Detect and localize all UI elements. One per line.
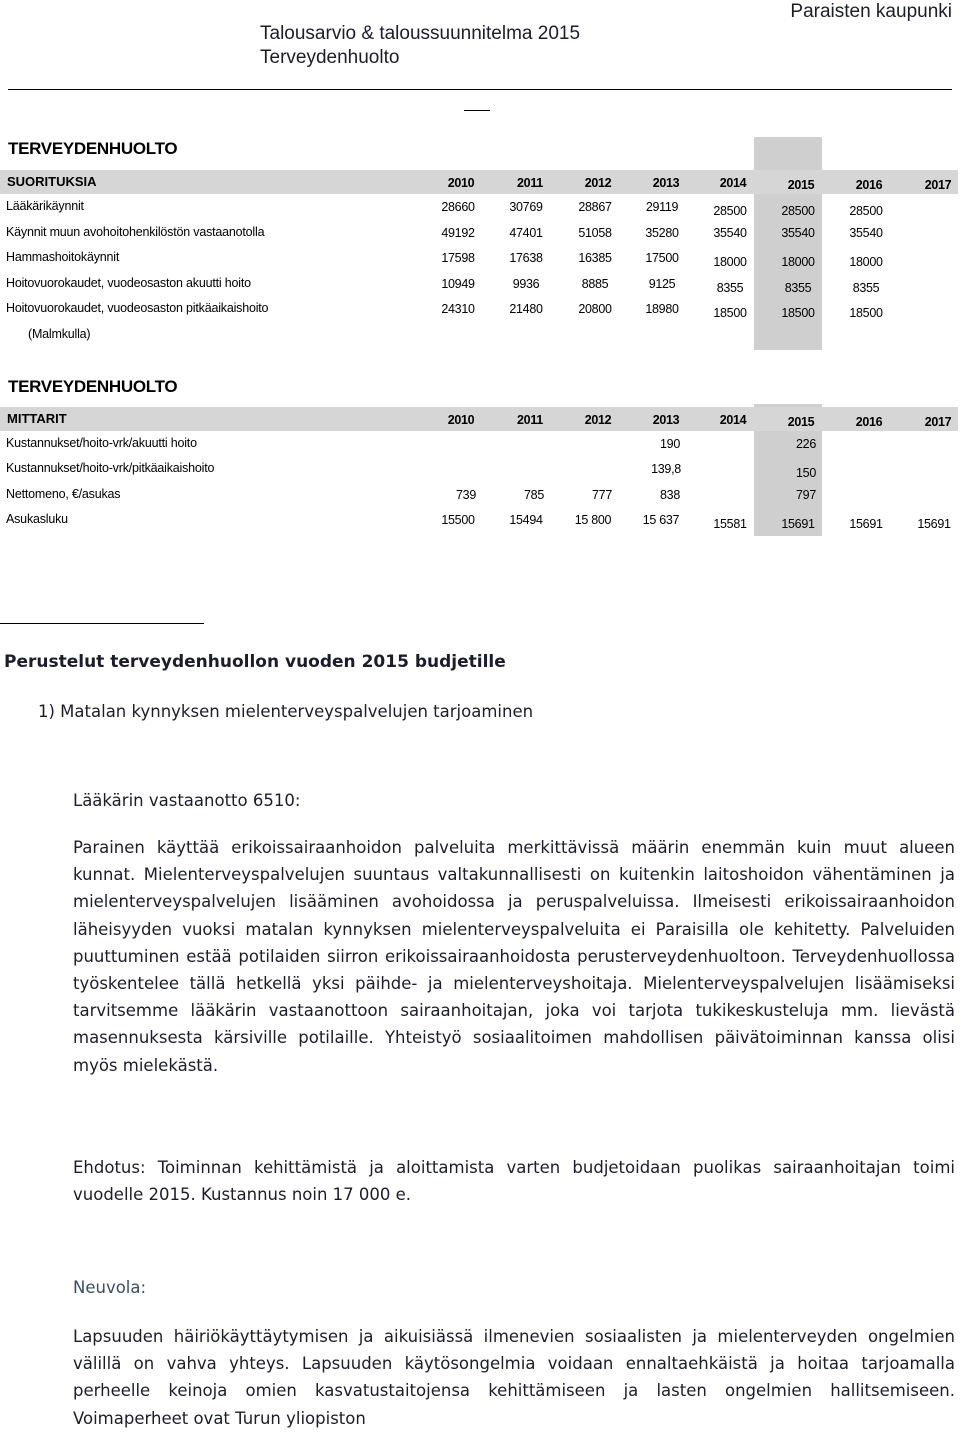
table-cell: 30769 [509,200,543,214]
table-cell: 18000 [713,255,747,269]
table1-year: 2014 [719,176,747,190]
table1-header-row [0,170,958,194]
row-label: (Malmkulla) [28,327,91,341]
table-cell: 17598 [441,251,475,265]
table-cell: 8355 [852,281,880,295]
table-cell: 150 [796,466,816,480]
row-label: Hoitovuorokaudet, vuodeosaston akuutti hoito [6,276,251,290]
table1-year: 2013 [652,176,680,190]
table-cell: 15691 [781,517,815,531]
table-cell: 51058 [578,226,612,240]
row-label: Kustannukset/hoito-vrk/pitkäaikaishoito [6,461,215,475]
table-cell: 17638 [509,251,543,265]
table2-year: 2014 [719,413,747,427]
table-cell: 838 [660,488,680,502]
table-row [0,222,958,247]
document-title-block [260,22,660,70]
row-label: Nettomeno, €/asukas [6,487,121,501]
table1-year: 2017 [924,178,952,192]
table-cell: 9125 [648,277,676,291]
table2-year: 2013 [652,413,680,427]
table2-year: 2015 [787,415,815,429]
table-cell: 15500 [441,513,475,527]
table2-header-row [0,407,958,431]
header-rule-short [464,110,490,111]
table-cell: 785 [524,488,544,502]
table2-year: 2017 [924,415,952,429]
table-cell: 18980 [645,302,679,316]
table-cell: 8355 [716,281,744,295]
table-cell: 28500 [781,204,815,218]
subheading-neuvola: Neuvola: [73,1278,147,1297]
table-cell: 15691 [917,517,951,531]
table-cell: 29119 [645,200,679,214]
table-cell: 18500 [713,306,747,320]
table2-year: 2012 [584,413,612,427]
table-cell: 35540 [713,226,747,240]
document-subtitle: Terveydenhuolto [260,47,400,68]
table-cell: 20800 [578,302,612,316]
table1-header-label: SUORITUKSIA [7,174,97,189]
table-cell: 49192 [441,226,475,240]
section-rule [0,623,204,624]
table-cell: 17500 [645,251,679,265]
table-row [0,433,958,458]
organization-name: Paraisten kaupunki [790,1,952,22]
row-label: Asukasluku [6,512,68,526]
table-cell: 28500 [713,204,747,218]
section-heading: Perustelut terveydenhuollon vuoden 2015 budjetille [4,652,506,672]
numbered-item: 1) Matalan kynnyksen mielenterveyspalvelujen tarjoaminen [38,702,534,721]
table-cell: 139,8 [651,462,681,476]
table-cell: 47401 [509,226,543,240]
table1-year: 2016 [855,178,883,192]
table-cell: 15581 [713,517,747,531]
row-label: Kustannukset/hoito-vrk/akuutti hoito [6,436,197,450]
table-row [0,247,958,272]
table-cell: 16385 [578,251,612,265]
table2-year: 2011 [517,413,543,427]
paragraph: Parainen käyttää erikoissairaanhoidon palveluita merkittävissä määrin enemmän kuin muut alueen kunnat. Mielenterveyspalvelujen suuntaus valtakunnallisesti on kuitenkin laitoshoidon vähentäminen ja mielenterveyspalvelujen lisääminen avohoidossa ja peruspalveluissa. Ilmeisesti erikoissairaanhoidon läheisyyden vuoksi matalan kynnyksen mielenterveyspalveluita ei Paraisilla ole kehitetty. Palveluiden puuttuminen estää potilaiden siirron erikoissairaanhoidosta perusterveydenhuoltoon. Terveydenhuollossa työskentelee tällä hetkellä yksi päihde- ja mielenterveyshoitaja. Mielenterveyspalvelujen lisäämiseksi tarvitsemme lääkärin vastaanottoon sairaanhoitajan, joka voi tarjota tukikeskusteluja mm. lievästä masennuksesta kärsiville potilaille. Yhteistyö sosiaalitoimen mahdollisen päivätoiminnan kanssa olisi myös mielekästä. [73,838,955,1075]
table-cell: 15 637 [642,513,680,527]
table-cell: 18000 [781,255,815,269]
table-row [0,458,958,483]
table-cell: 35280 [645,226,679,240]
table-cell: 18000 [849,255,883,269]
table-cell: 777 [592,488,612,502]
table-cell: 21480 [509,302,543,316]
table-cell: 28660 [441,200,475,214]
table2-header-label: MITTARIT [7,411,67,426]
table-cell: 9936 [512,277,540,291]
row-label: Lääkärikäynnit [6,199,84,213]
table1-year: 2011 [517,176,543,190]
table-cell: 797 [796,488,816,502]
subheading-lab: Lääkärin vastaanotto 6510: [73,791,301,810]
row-label: Hammashoitokäynnit [6,250,120,264]
table-cell: 15 800 [574,513,612,527]
table1-year: 2012 [584,176,612,190]
table-cell: 226 [796,437,816,451]
table-row [0,298,958,323]
table-cell: 8355 [784,281,812,295]
paragraph: Lapsuuden häiriökäyttäytymisen ja aikuisiässä ilmenevien sosiaalisten ja mielenterveyden ongelmien välillä on vahva yhteys. Lapsuuden käytösongelmia voidaan ennaltaehkäistä ja hoitaa tarjoamalla perheelle keinoja omien kasvatustaitojensa kehittämiseen ja lasten ongelmien hallitsemiseen. Voimaperheet ovat Turun yliopiston [73,1327,955,1428]
table-cell: 28867 [578,200,612,214]
table-cell: 35540 [781,226,815,240]
paragraph-proposal: Ehdotus: Toiminnan kehittämistä ja aloittamista varten budjetoidaan puolikas sairaanhoitajan toimi vuodelle 2015. Kustannus noin 17 000 e. [73,1158,955,1205]
table-cell: 10949 [441,277,475,291]
table1-title: TERVEYDENHUOLTO [8,139,178,158]
table1-year: 2015 [787,178,815,192]
table-row [0,509,958,534]
table-cell: 18500 [849,306,883,320]
table-cell: 35540 [849,226,883,240]
table-cell: 15494 [509,513,543,527]
document-title: Talousarvio & taloussuunnitelma 2015 [260,23,581,44]
table1-year: 2010 [447,176,475,190]
header-rule [8,89,952,90]
table-row [0,196,958,221]
table-row [0,324,958,349]
table-cell: 8885 [581,277,609,291]
table-cell: 28500 [849,204,883,218]
table2-year: 2010 [447,413,475,427]
table-cell: 18500 [781,306,815,320]
table-cell: 190 [660,437,680,451]
table-row [0,273,958,298]
table2-year: 2016 [855,415,883,429]
table-cell: 15691 [849,517,883,531]
table-cell: 24310 [441,302,475,316]
row-label: Käynnit muun avohoitohenkilöstön vastaanotolla [6,225,265,239]
table-cell: 739 [456,488,476,502]
table-row [0,484,958,509]
row-label: Hoitovuorokaudet, vuodeosaston pitkäaikaishoito [6,301,269,315]
table2-title: TERVEYDENHUOLTO [8,377,178,396]
